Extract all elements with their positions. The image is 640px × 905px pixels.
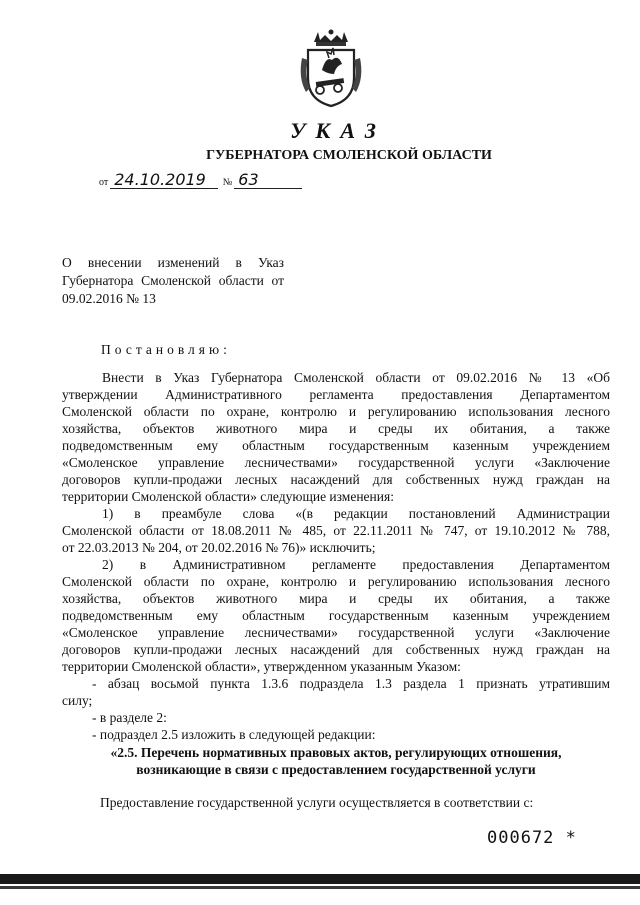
about-line: 09.02.2016 № 13 bbox=[62, 291, 156, 306]
body-line: - подраздел 2.5 изложить в следующей редакции: bbox=[92, 727, 376, 742]
body-line: Смоленской области по охране, контролю и регулированию использования лесного bbox=[62, 404, 610, 419]
body-line: силу; bbox=[62, 693, 93, 708]
document-subtitle: ГУБЕРНАТОРА СМОЛЕНСКОЙ ОБЛАСТИ bbox=[206, 148, 492, 163]
body-line: хозяйства, объектов животного мира и среды их обитания, а также bbox=[62, 591, 610, 606]
serial-number: 000672 * bbox=[487, 828, 577, 848]
section-heading-line: возникающие в связи с предоставлением государственной услуги bbox=[136, 762, 536, 777]
section-heading bbox=[62, 744, 610, 778]
body-line: - абзац восьмой пункта 1.3.6 подраздела 1.3 раздела 1 признать утратившим bbox=[92, 676, 610, 691]
handwritten-number: 63 bbox=[234, 172, 302, 189]
page-bottom-border bbox=[0, 874, 640, 884]
decree-word: Постановляю: bbox=[101, 342, 231, 357]
body-line: Смоленской области от 18.08.2011 № 485, от 22.11.2011 № 747, от 19.10.2012 № 788, bbox=[62, 523, 610, 538]
handwritten-date: 24.10.2019 bbox=[110, 172, 218, 189]
section-heading-line: «2.5. Перечень нормативных правовых актов, регулирующих отношения, bbox=[110, 745, 562, 760]
about-line: Губернатора Смоленской области от bbox=[62, 273, 284, 288]
document-title: УКАЗ bbox=[290, 118, 386, 143]
date-number-line bbox=[97, 172, 302, 189]
body-line: подведомственным ему областным государственным казенным учреждением bbox=[62, 438, 610, 453]
date-prefix: от bbox=[99, 177, 109, 188]
body-line: «Смоленское управление лесничествами» государственной услуги «Заключение bbox=[62, 455, 610, 470]
body-line: «Смоленское управление лесничествами» государственной услуги «Заключение bbox=[62, 625, 610, 640]
about-block bbox=[62, 254, 284, 308]
body-line: Внести в Указ Губернатора Смоленской области от 09.02.2016 № 13 «Об bbox=[102, 370, 610, 385]
body-line: территории Смоленской области», утвержденном указанным Указом: bbox=[62, 659, 461, 674]
about-line: О внесении изменений в Указ bbox=[62, 255, 284, 270]
body-line: - в разделе 2: bbox=[92, 710, 167, 725]
body-line: Смоленской области по охране, контролю и регулированию использования лесного bbox=[62, 574, 610, 589]
number-prefix: № bbox=[222, 177, 233, 188]
body-line: договоров купли-продажи лесных насаждений для собственных нужд граждан на bbox=[62, 472, 610, 487]
provision-paragraph: Предоставление государственной услуги осуществляется в соответствии с: bbox=[100, 795, 534, 810]
document-body bbox=[62, 369, 610, 743]
body-line: от 22.03.2013 № 204, от 20.02.2016 № 76)» исключить; bbox=[62, 540, 376, 555]
body-line: 1) в преамбуле слова «(в редакции постановлений Администрации bbox=[102, 506, 610, 521]
body-line: 2) в Административном регламенте предоставления Департаментом bbox=[102, 557, 610, 572]
coat-of-arms-icon bbox=[296, 28, 366, 110]
body-line: территории Смоленской области» следующие изменения: bbox=[62, 489, 394, 504]
body-line: договоров купли-продажи лесных насаждений для собственных нужд граждан на bbox=[62, 642, 610, 657]
page-bottom-border bbox=[0, 886, 640, 889]
body-line: хозяйства, объектов животного мира и среды их обитания, а также bbox=[62, 421, 610, 436]
body-line: утверждении Административного регламента предоставления Департаментом bbox=[62, 387, 610, 402]
body-line: подведомственным ему областным государственным казенным учреждением bbox=[62, 608, 610, 623]
